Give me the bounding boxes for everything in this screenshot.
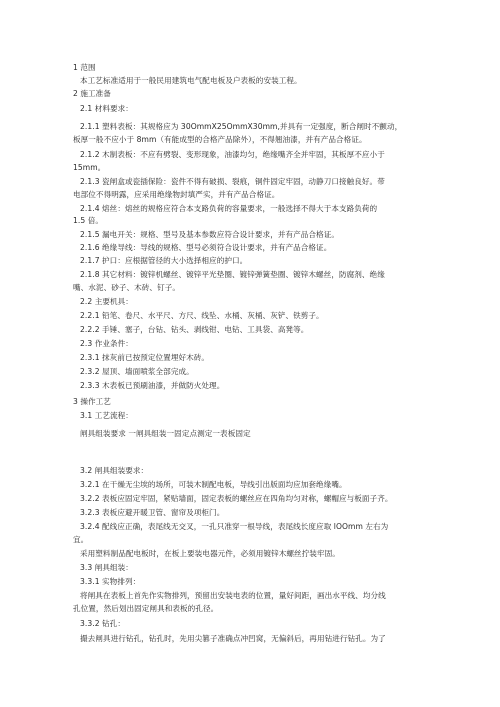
paragraph-line: 15mm。 — [73, 163, 106, 172]
process-flow-line: 闸具组装要求 一闸具组装一固定点测定一表板固定 — [80, 429, 251, 438]
paragraph-line: 宜。 — [73, 535, 89, 544]
subheading-layout: 3.3.1 实物排列： — [80, 577, 141, 586]
paragraph-line: 1.5 倍。 — [73, 216, 103, 225]
paragraph-line: 孔位置，然后划出固定闸具和表板的孔径。 — [73, 604, 219, 613]
paragraph-line: 嘴、水泥、砂子、木砖、钉子。 — [73, 283, 181, 292]
paragraph-line: 将闸具在表板上首先作实物排列，预留出安装电表的位置，量好间距，画出水平线、均分线 — [80, 591, 386, 600]
paragraph-line: 2.1.3 瓷闸盒或瓷插保险：瓷件不得有破损、裂痕，铜件固定牢固，动静刀口接触良好。带 — [80, 177, 385, 186]
paragraph-line: 2.2.2 手锤、塞子，台钻、钻头、剥线钳、电钻、工具袋、高凳等。 — [80, 325, 309, 334]
paragraph-line: 2.1.2 木制表板：不应有劈裂、变形现象，油漆均匀，绝缘嘴齐全并牢固，其板厚不应小于 — [80, 150, 385, 159]
paragraph-line: 3.2.4 配线应正确，表尾线无交叉，一孔只准穿一根导线，表尾线长度应取 lOOmm 左右为 — [80, 522, 389, 531]
subheading-materials: 2.1 材料要求： — [80, 104, 133, 113]
paragraph-line: 2.3.2 屋顶、墙面喷浆全部完成。 — [80, 367, 194, 376]
subheading-conditions: 2.3 作业条件： — [80, 339, 133, 348]
paragraph-line: 2.1.8 其它材料：镀锌机螺丝、镀锌平光垫圈、镀锌弹簧垫圈、镀锌木螺丝，防腐剂、绝缘 — [80, 270, 385, 279]
paragraph-line: 2.3.1 抹灰前已按预定位置埋好木砖。 — [80, 353, 210, 362]
paragraph-line: 2.1.4 熔丝：熔丝的规格应符合本支路负荷的容量要求，一般选择不得大于本支路负荷的 — [80, 204, 378, 213]
paragraph-line: 2.1.6 绝缘导线：导线的规格、型号必须符合设计要求，并有产品合格证。 — [80, 243, 332, 252]
paragraph-line: 3.2.2 表板应固定牢固，紧贴墙面，固定表板的螺丝应在四角均匀对称，螺帽应与板面子齐。 — [80, 494, 393, 503]
subheading-assembly-requirements: 3.2 闸具组装要求： — [80, 466, 149, 475]
section-heading-process: 3 操作工艺 — [73, 397, 111, 406]
subheading-tools: 2.2 主要机具： — [80, 297, 133, 306]
paragraph-line: 2.1.5 漏电开关：规格、型号及基本参数应符合设计要求，并有产品合格证。 — [80, 230, 339, 239]
paragraph-line: 板厚一般不应小于 8mm（有能成型的合格产品除外），不得翘油漆，并有产品合格证。 — [73, 135, 367, 144]
paragraph-line: 2.3.3 木表板已预刷油漆，并做防火处理。 — [80, 381, 225, 390]
paragraph-line: 本工艺标准适用于一般民用建筑电气配电板及户表板的安装工程。 — [80, 76, 302, 85]
subheading-drilling: 3.3.2 钻孔： — [80, 619, 125, 628]
paragraph-line: 2.2.1 铅笔、卷尺、水平尺、方尺、线坠、水桶、灰桶、灰铲、铁剪子。 — [80, 311, 324, 320]
section-heading-scope: 1 范围 — [73, 63, 96, 72]
paragraph-line: 2.1.7 护口：应根据管径的大小选择相应的护口。 — [80, 256, 248, 265]
paragraph-line: 3.2.1 在干燥无尘埃的场所，可装木制配电板，导线引出版面均应加套绝缘嘴。 — [80, 480, 347, 489]
subheading-assembly: 3.3 闸具组装： — [80, 563, 133, 572]
paragraph-line: 2.1.1 塑料表板：其规格应为 30OmmX25OmmX30mm,并具有一定强度，断合闸时不颤动， — [80, 122, 403, 131]
paragraph-line: 撮去闸具进行钻孔，钻孔时，先用尖篡子准确点冲凹窝，无偏斜后，再用钻进行钻孔。为了 — [80, 634, 386, 643]
paragraph-line: 电部位不得明露，应采用绝缘物封填严实，并有产品合格证。 — [73, 190, 280, 199]
section-heading-preparation: 2 施工准备 — [73, 89, 111, 98]
paragraph-line: 采用塑料制品配电板时，在板上要装电器元件，必须用镀锌木螺丝拧装牢固。 — [80, 549, 340, 558]
paragraph-line: 3.2.3 表板应避开暖卫管、窗帘及项柜门。 — [80, 508, 225, 517]
subheading-flow: 3.1 工艺流程： — [80, 411, 133, 420]
